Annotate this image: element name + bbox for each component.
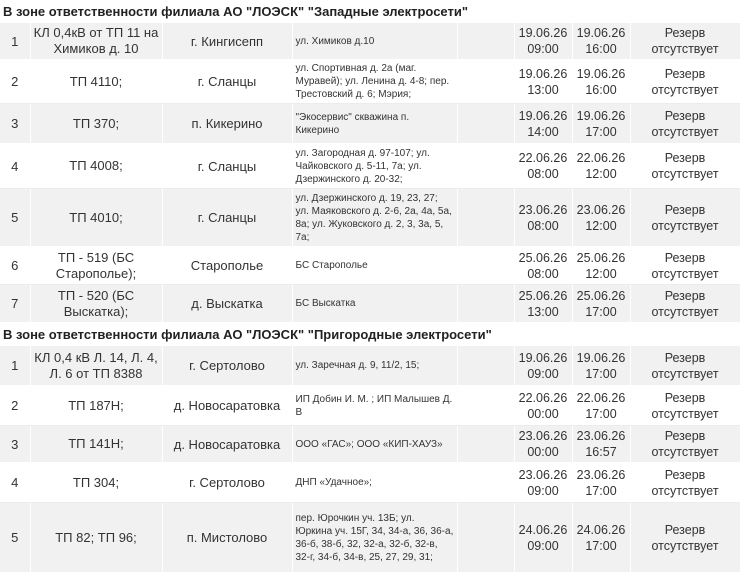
row-number: 4: [0, 463, 30, 503]
empty-cell: [457, 144, 514, 189]
locality-cell: г. Сертолово: [162, 463, 292, 503]
locality-cell: г. Сланцы: [162, 189, 292, 247]
address-cell: ИП Добин И. М. ; ИП Малышев Д. В: [292, 386, 457, 426]
table-row: [0, 346, 740, 386]
end-cell: 23.06.26 12:00: [572, 189, 630, 247]
empty-cell: [457, 60, 514, 104]
start-cell: 25.06.26 13:00: [514, 285, 572, 323]
object-cell: ТП 370;: [30, 104, 162, 144]
reserve-cell: Резерв отсутствует: [630, 23, 740, 60]
row-number: 4: [0, 144, 30, 189]
section-header-row: [0, 0, 740, 23]
section-header-row: [0, 323, 740, 346]
table-row: [0, 189, 740, 247]
end-cell: 23.06.26 17:00: [572, 463, 630, 503]
table-row: [0, 23, 740, 60]
locality-cell: г. Сланцы: [162, 60, 292, 104]
address-cell: ООО «ГАС»; ООО «КИП-ХАУЗ»: [292, 426, 457, 463]
reserve-cell: Резерв отсутствует: [630, 426, 740, 463]
empty-cell: [457, 386, 514, 426]
empty-cell: [457, 346, 514, 386]
table-row: [0, 247, 740, 285]
empty-cell: [457, 463, 514, 503]
start-cell: 25.06.26 08:00: [514, 247, 572, 285]
object-cell: ТП 304;: [30, 463, 162, 503]
end-cell: 25.06.26 12:00: [572, 247, 630, 285]
object-cell: ТП 4110;: [30, 60, 162, 104]
address-cell: ул. Химиков д.10: [292, 23, 457, 60]
end-cell: 19.06.26 16:00: [572, 60, 630, 104]
object-cell: ТП 4010;: [30, 189, 162, 247]
locality-cell: г. Сланцы: [162, 144, 292, 189]
reserve-cell: Резерв отсутствует: [630, 144, 740, 189]
reserve-cell: Резерв отсутствует: [630, 386, 740, 426]
row-number: 5: [0, 189, 30, 247]
end-cell: 22.06.26 12:00: [572, 144, 630, 189]
row-number: 7: [0, 285, 30, 323]
start-cell: 23.06.26 08:00: [514, 189, 572, 247]
row-number: 2: [0, 386, 30, 426]
empty-cell: [457, 104, 514, 144]
end-cell: 19.06.26 17:00: [572, 104, 630, 144]
locality-cell: п. Мистолово: [162, 503, 292, 573]
row-number: 1: [0, 346, 30, 386]
locality-cell: д. Новосаратовка: [162, 426, 292, 463]
object-cell: ТП - 519 (БС Старополье);: [30, 247, 162, 285]
end-cell: 25.06.26 17:00: [572, 285, 630, 323]
locality-cell: г. Сертолово: [162, 346, 292, 386]
locality-cell: Старополье: [162, 247, 292, 285]
start-cell: 22.06.26 00:00: [514, 386, 572, 426]
reserve-cell: Резерв отсутствует: [630, 247, 740, 285]
object-cell: ТП - 520 (БС Выскатка);: [30, 285, 162, 323]
locality-cell: д. Новосаратовка: [162, 386, 292, 426]
start-cell: 24.06.26 09:00: [514, 503, 572, 573]
address-cell: ул. Дзержинского д. 19, 23, 27; ул. Маяковского д. 2-6, 2а, 4а, 5а, 8а; ул. Жуковского д. 2, 3, 3а, 5, 7а;: [292, 189, 457, 247]
table-row: [0, 503, 740, 573]
start-cell: 19.06.26 14:00: [514, 104, 572, 144]
start-cell: 19.06.26 13:00: [514, 60, 572, 104]
empty-cell: [457, 285, 514, 323]
reserve-cell: Резерв отсутствует: [630, 463, 740, 503]
row-number: 5: [0, 503, 30, 573]
reserve-cell: Резерв отсутствует: [630, 346, 740, 386]
empty-cell: [457, 247, 514, 285]
start-cell: 19.06.26 09:00: [514, 23, 572, 60]
locality-cell: п. Кикерино: [162, 104, 292, 144]
reserve-cell: Резерв отсутствует: [630, 104, 740, 144]
row-number: 6: [0, 247, 30, 285]
table-row: [0, 463, 740, 503]
address-cell: "Экосервис" скважина п. Кикерино: [292, 104, 457, 144]
reserve-cell: Резерв отсутствует: [630, 503, 740, 573]
locality-cell: г. Кингисепп: [162, 23, 292, 60]
start-cell: 23.06.26 00:00: [514, 426, 572, 463]
start-cell: 23.06.26 09:00: [514, 463, 572, 503]
address-cell: БС Старополье: [292, 247, 457, 285]
table-row: [0, 60, 740, 104]
start-cell: 19.06.26 09:00: [514, 346, 572, 386]
end-cell: 24.06.26 17:00: [572, 503, 630, 573]
address-cell: ул. Загородная д. 97-107; ул. Чайковского д. 5-11, 7а; ул. Дзержинского д. 20-32;: [292, 144, 457, 189]
object-cell: КЛ 0,4кВ от ТП 11 на Химиков д. 10: [30, 23, 162, 60]
locality-cell: д. Выскатка: [162, 285, 292, 323]
row-number: 3: [0, 104, 30, 144]
end-cell: 19.06.26 17:00: [572, 346, 630, 386]
address-cell: ул. Заречная д. 9, 11/2, 15;: [292, 346, 457, 386]
address-cell: пер. Юрочкин уч. 13Б; ул. Юркина уч. 15Г, 34, 34-а, 36, 36-а, 36-б, 38-б, 32, 32-а, 32-б, 32-в, 32-г, 34-б, 34-в, 25, 27, 29, 31;: [292, 503, 457, 573]
empty-cell: [457, 189, 514, 247]
empty-cell: [457, 426, 514, 463]
object-cell: ТП 82; ТП 96;: [30, 503, 162, 573]
end-cell: 22.06.26 17:00: [572, 386, 630, 426]
start-cell: 22.06.26 08:00: [514, 144, 572, 189]
reserve-cell: Резерв отсутствует: [630, 285, 740, 323]
empty-cell: [457, 23, 514, 60]
table-row: [0, 104, 740, 144]
section-title: В зоне ответственности филиала АО "ЛОЭСК" "Пригородные электросети": [0, 323, 740, 346]
empty-cell: [457, 503, 514, 573]
row-number: 2: [0, 60, 30, 104]
row-number: 1: [0, 23, 30, 60]
table-row: [0, 285, 740, 323]
address-cell: БС Выскатка: [292, 285, 457, 323]
object-cell: ТП 141Н;: [30, 426, 162, 463]
end-cell: 19.06.26 16:00: [572, 23, 630, 60]
object-cell: ТП 4008;: [30, 144, 162, 189]
object-cell: КЛ 0,4 кВ Л. 14, Л. 4, Л. 6 от ТП 8388: [30, 346, 162, 386]
object-cell: ТП 187Н;: [30, 386, 162, 426]
row-number: 3: [0, 426, 30, 463]
section-title: В зоне ответственности филиала АО "ЛОЭСК" "Западные электросети": [0, 0, 740, 23]
reserve-cell: Резерв отсутствует: [630, 60, 740, 104]
table-row: [0, 144, 740, 189]
end-cell: 23.06.26 16:57: [572, 426, 630, 463]
reserve-cell: Резерв отсутствует: [630, 189, 740, 247]
address-cell: ул. Спортивная д. 2а (маг. Муравей); ул. Ленина д. 4-8; пер. Трестовский д. 6; Мэрия;: [292, 60, 457, 104]
table-row: [0, 426, 740, 463]
address-cell: ДНП «Удачное»;: [292, 463, 457, 503]
table-row: [0, 386, 740, 426]
